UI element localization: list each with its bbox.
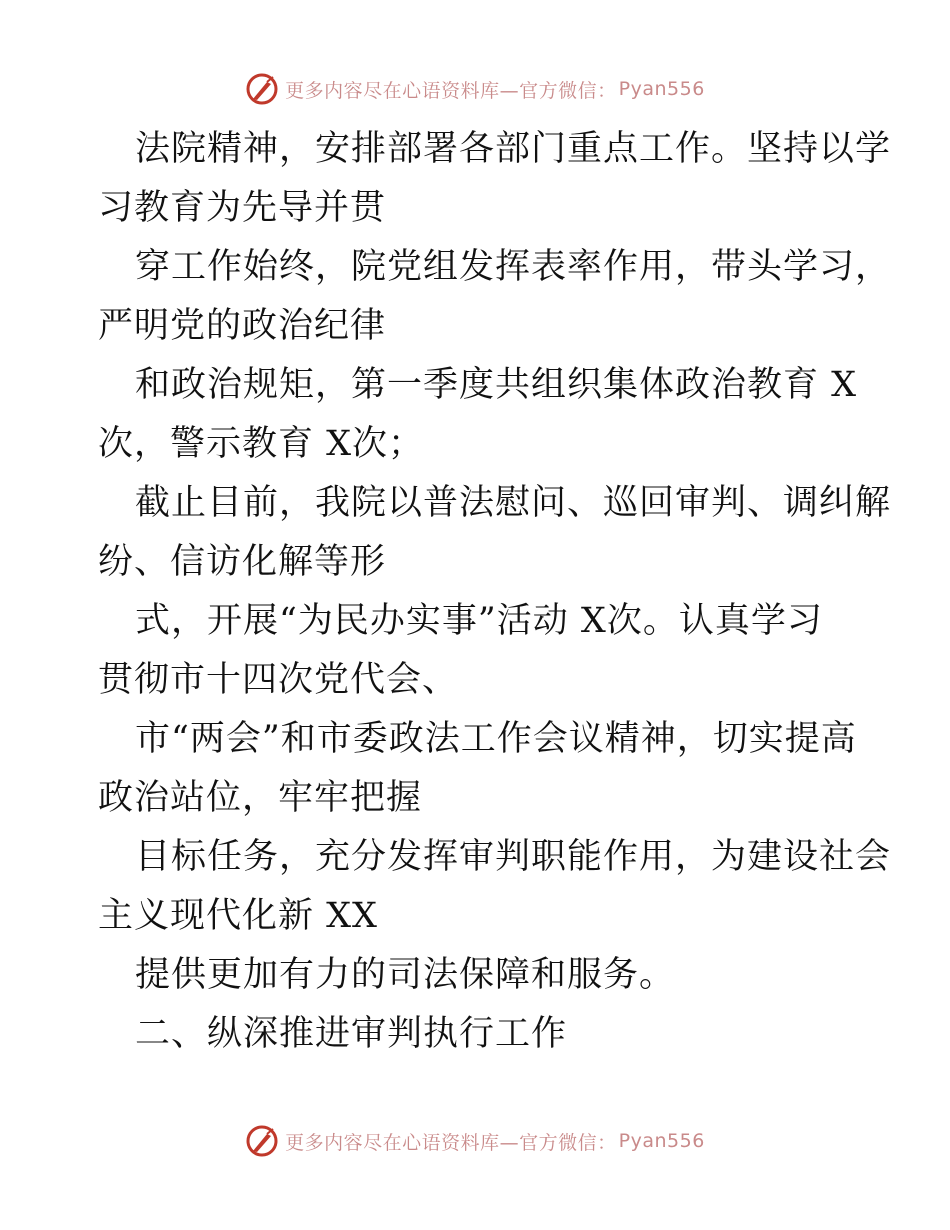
text-line: 市“两会”和市委政法工作会议精神，切实提高 bbox=[135, 719, 857, 759]
header-watermark bbox=[0, 72, 950, 106]
text-line: 主义现代化新 XX bbox=[98, 896, 378, 936]
watermark-wechat-id: Pyan556 bbox=[618, 78, 705, 100]
text-line: 法院精神，安排部署各部门重点工作。坚持以学 bbox=[135, 129, 892, 169]
text-line: 和政治规矩，第一季度共组织集体政治教育 X bbox=[135, 365, 858, 405]
text-line: 穿工作始终，院党组发挥表率作用，带头学习， bbox=[135, 247, 892, 287]
text-line: 提供更加有力的司法保障和服务。 bbox=[135, 955, 676, 995]
watermark-text: 更多内容尽在心语资料库—官方微信： bbox=[285, 1131, 617, 1154]
quill-circle-logo-icon bbox=[245, 1124, 279, 1158]
document-body bbox=[98, 120, 892, 1064]
text-line: 目标任务，充分发挥审判职能作用，为建设社会 bbox=[135, 837, 892, 877]
text-line: 次，警示教育 X次； bbox=[98, 424, 425, 464]
text-line: 严明党的政治纪律 bbox=[98, 306, 387, 346]
text-line: 贯彻市十四次党代会、 bbox=[98, 660, 459, 700]
watermark-text: 更多内容尽在心语资料库—官方微信： bbox=[285, 79, 617, 102]
footer-watermark bbox=[0, 1124, 950, 1158]
text-line: 纷、信访化解等形 bbox=[98, 542, 387, 582]
text-line: 政治站位，牢牢把握 bbox=[98, 778, 423, 818]
text-line: 习教育为先导并贯 bbox=[98, 188, 387, 228]
quill-circle-logo-icon bbox=[245, 72, 279, 106]
text-line: 截止目前，我院以普法慰问、巡回审判、调纠解 bbox=[135, 483, 892, 523]
text-line: 式，开展“为民办实事”活动 X次。认真学习 bbox=[135, 601, 823, 641]
text-line: 二、纵深推进审判执行工作 bbox=[135, 1014, 568, 1054]
watermark-wechat-id: Pyan556 bbox=[618, 1130, 705, 1152]
